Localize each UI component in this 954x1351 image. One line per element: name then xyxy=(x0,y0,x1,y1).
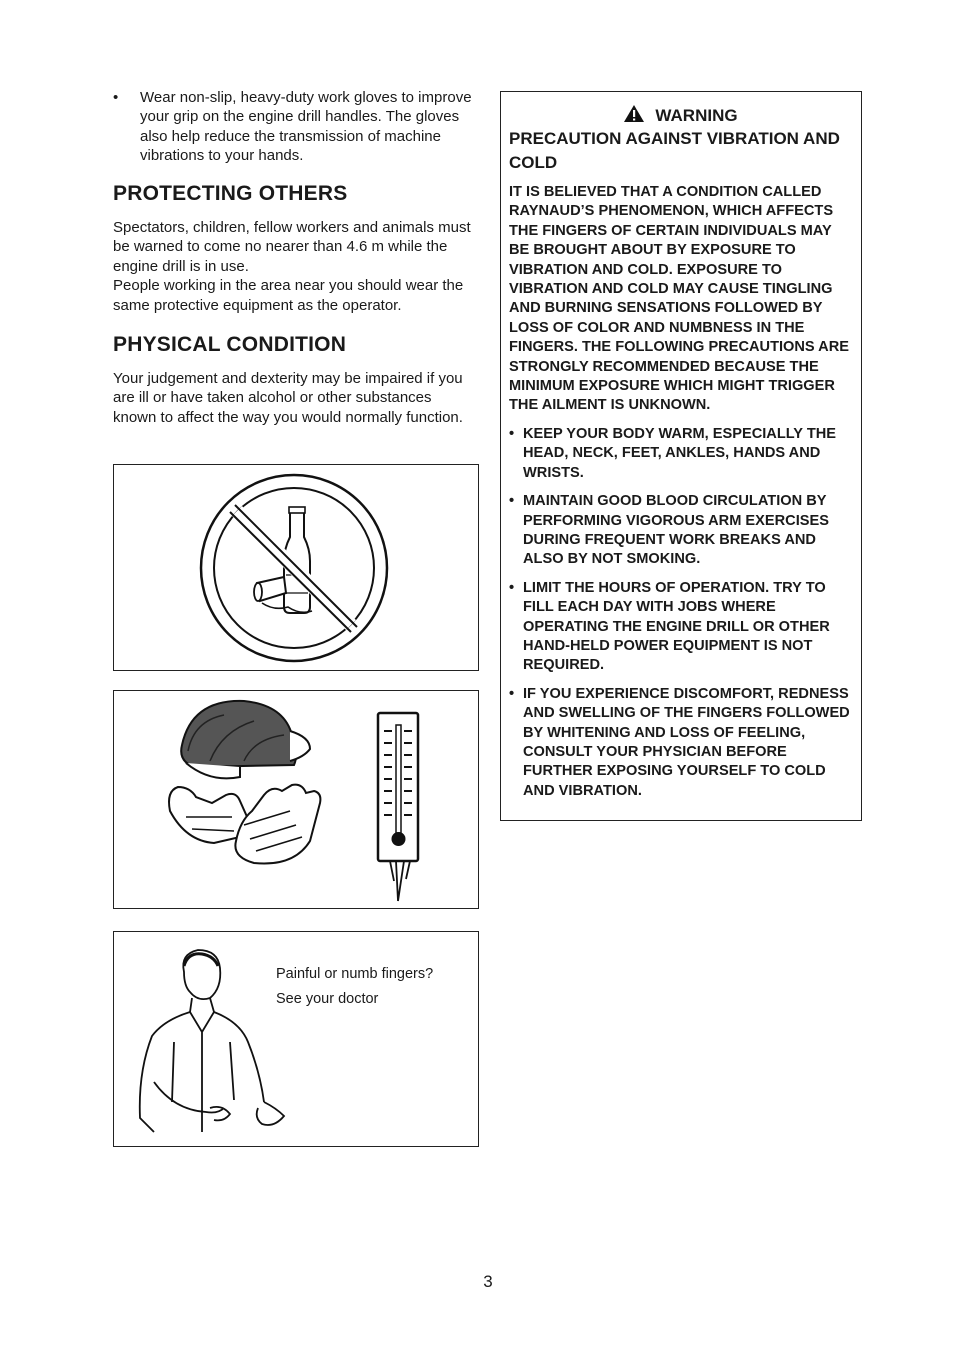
warning-triangle-icon xyxy=(623,104,645,123)
thermometer-icon xyxy=(378,713,418,901)
warning-title: PRECAUTION AGAINST VIBRATION AND COLD xyxy=(509,129,840,172)
warning-intro: IT IS BELIEVED THAT A CONDITION CALLED RAYNAUD’S PHENOMENON, WHICH AFFECTS THE FINGERS OF CERTAIN INDIVIDUALS MAY BE BROUGHT ABOUT BY EXPOSURE TO VIBRATION AND COLD. EXPOSURE TO VIBRATION AND COLD MAY CAUSE TINGLING AND BURNING SENSATIONS FOLLOWED BY LOSS OF COLOR AND NUMBNESS IN THE FINGERS. THE FOLLOWING PRECAUTIONS ARE STRONGLY RECOMMENDED BECAUSE THE MINIMUM EXPOSURE WHICH MIGHT TRIGGER THE AILMENT IS UNKNOWN. xyxy=(509,184,849,414)
cold-gear-illustration xyxy=(114,691,478,908)
bullet-dot: • xyxy=(509,425,515,442)
precaution-item xyxy=(509,685,852,801)
precaution-text: LIMIT THE HOURS OF OPERATION. TRY TO FILL EACH DAY WITH JOBS WHERE OPERATING THE ENGINE DRILL OR OTHER HAND-HELD POWER EQUIPMENT IS NOT REQUIRED. xyxy=(523,579,830,674)
warning-precautions-list xyxy=(509,425,852,801)
warning-header xyxy=(509,104,852,127)
precaution-text: MAINTAIN GOOD BLOOD CIRCULATION BY PERFORMING VIGOROUS ARM EXERCISES DURING FREQUENT WORK BREAKS AND ALSO BY NOT SMOKING. xyxy=(523,493,829,568)
no-alcohol-figure xyxy=(113,464,479,671)
warning-box xyxy=(500,91,862,821)
protecting-others-section xyxy=(113,182,479,315)
protecting-others-p1: Spectators, children, fellow workers and animals must be warned to come no nearer than 4.6 m while the engine drill is in use. xyxy=(113,219,471,275)
precaution-item xyxy=(509,492,852,570)
bullet-dot: • xyxy=(113,89,119,106)
physical-condition-section xyxy=(113,333,479,427)
gloves-bullet-text: Wear non-slip, heavy-duty work gloves to improve your grip on the engine drill handles. The gloves also help reduce the transmission of machine vibrations to your hands. xyxy=(140,89,472,165)
precaution-item xyxy=(509,425,852,483)
doctor-caption xyxy=(276,962,433,1012)
protecting-others-p2: People working in the area near you should wear the same protective equipment as the operator. xyxy=(113,277,464,314)
no-alcohol-icon xyxy=(114,465,478,670)
gloves-bullet xyxy=(113,88,479,166)
precaution-text: KEEP YOUR BODY WARM, ESPECIALLY THE HEAD, NECK, FEET, ANKLES, HANDS AND WRISTS. xyxy=(523,425,837,481)
cold-protection-figure xyxy=(113,690,479,909)
bullet-dot: • xyxy=(509,579,515,596)
numb-fingers-figure xyxy=(113,931,479,1147)
precaution-item xyxy=(509,579,852,676)
precaution-text: IF YOU EXPERIENCE DISCOMFORT, REDNESS AND SWELLING OF THE FINGERS FOLLOWED BY WHITENING AND LOSS OF FEELING, CONSULT YOUR PHYSICIAN BEFORE FURTHER EXPOSING YOURSELF TO COLD AND VIBRATION. xyxy=(523,685,850,799)
bullet-dot: • xyxy=(509,685,515,702)
caption-line-1: Painful or numb fingers? xyxy=(276,966,434,982)
gloves-icon xyxy=(169,785,320,864)
protecting-others-text xyxy=(113,218,479,315)
bullet-dot: • xyxy=(509,493,515,510)
protecting-others-heading: PROTECTING OTHERS xyxy=(113,182,348,205)
cap-icon xyxy=(181,701,310,778)
physical-condition-text: Your judgement and dexterity may be impaired if you are ill or have taken alcohol or other substances known to affect the way you would normally function. xyxy=(113,370,463,426)
warning-label: WARNING xyxy=(655,106,738,125)
caption-line-2: See your doctor xyxy=(276,991,379,1007)
left-column xyxy=(113,88,479,426)
physical-condition-heading: PHYSICAL CONDITION xyxy=(113,333,347,356)
page-number: 3 xyxy=(483,1272,493,1291)
